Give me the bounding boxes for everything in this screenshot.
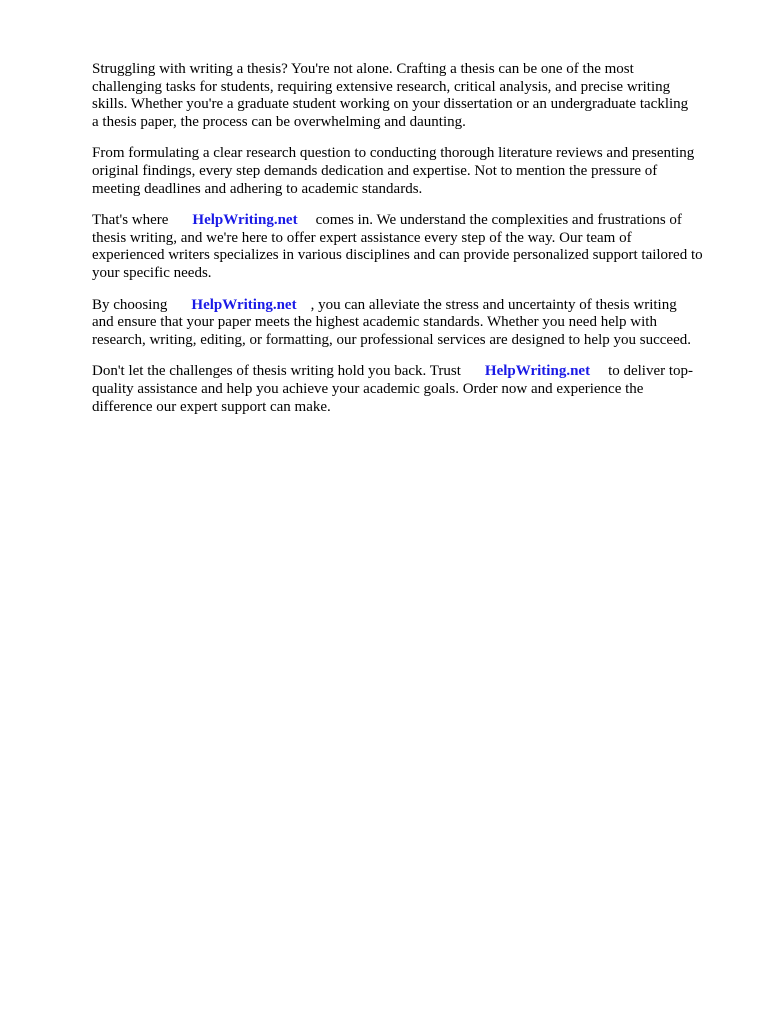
text-line: experienced writers specializes in various disciplines and can provide personalized support tailored to [92, 247, 703, 264]
helpwriting-link[interactable]: HelpWriting.net [192, 212, 298, 229]
paragraph-intro [92, 61, 724, 131]
paragraph-service [92, 212, 724, 282]
text-segment: , you can alleviate the stress and uncertainty of thesis writing [310, 296, 677, 313]
text-line [92, 212, 724, 230]
text-line: thesis writing, and we're here to offer expert assistance every step of the way. Our team of [92, 229, 632, 246]
text-line: research, writing, editing, or formatting, our professional services are designed to help you succeed. [92, 331, 691, 348]
text-line: original findings, every step demands dedication and expertise. Not to mention the pressure of [92, 162, 658, 179]
document-body [92, 61, 724, 430]
paragraph-choosing [92, 297, 724, 350]
text-line [92, 297, 724, 315]
text-segment: Don't let the challenges of thesis writing hold you back. Trust [92, 363, 461, 380]
text-line: a thesis paper, the process can be overwhelming and daunting. [92, 113, 466, 130]
text-line: Struggling with writing a thesis? You're not alone. Crafting a thesis can be one of the most [92, 61, 634, 77]
paragraph-process [92, 145, 724, 198]
text-segment: By choosing [92, 296, 168, 313]
paragraph-closing [92, 363, 724, 416]
text-segment: comes in. We understand the complexities and frustrations of [315, 212, 682, 229]
text-line: challenging tasks for students, requiring extensive research, critical analysis, and precise writing [92, 78, 671, 95]
text-line: difference our expert support can make. [92, 398, 331, 415]
helpwriting-link[interactable]: HelpWriting.net [191, 296, 297, 313]
text-line: quality assistance and help you achieve your academic goals. Order now and experience the [92, 380, 644, 397]
text-line: skills. Whether you're a graduate student working on your dissertation or an undergraduate tackling [92, 96, 689, 113]
text-line: meeting deadlines and adhering to academic standards. [92, 180, 423, 197]
text-line: From formulating a clear research question to conducting thorough literature reviews and presenting [92, 145, 695, 162]
text-segment: to deliver top- [608, 363, 694, 380]
text-line: your specific needs. [92, 264, 212, 281]
text-segment: That's where [92, 212, 169, 229]
text-line [92, 363, 724, 381]
helpwriting-link[interactable]: HelpWriting.net [484, 363, 591, 380]
text-line: and ensure that your paper meets the highest academic standards. Whether you need help with [92, 314, 657, 331]
